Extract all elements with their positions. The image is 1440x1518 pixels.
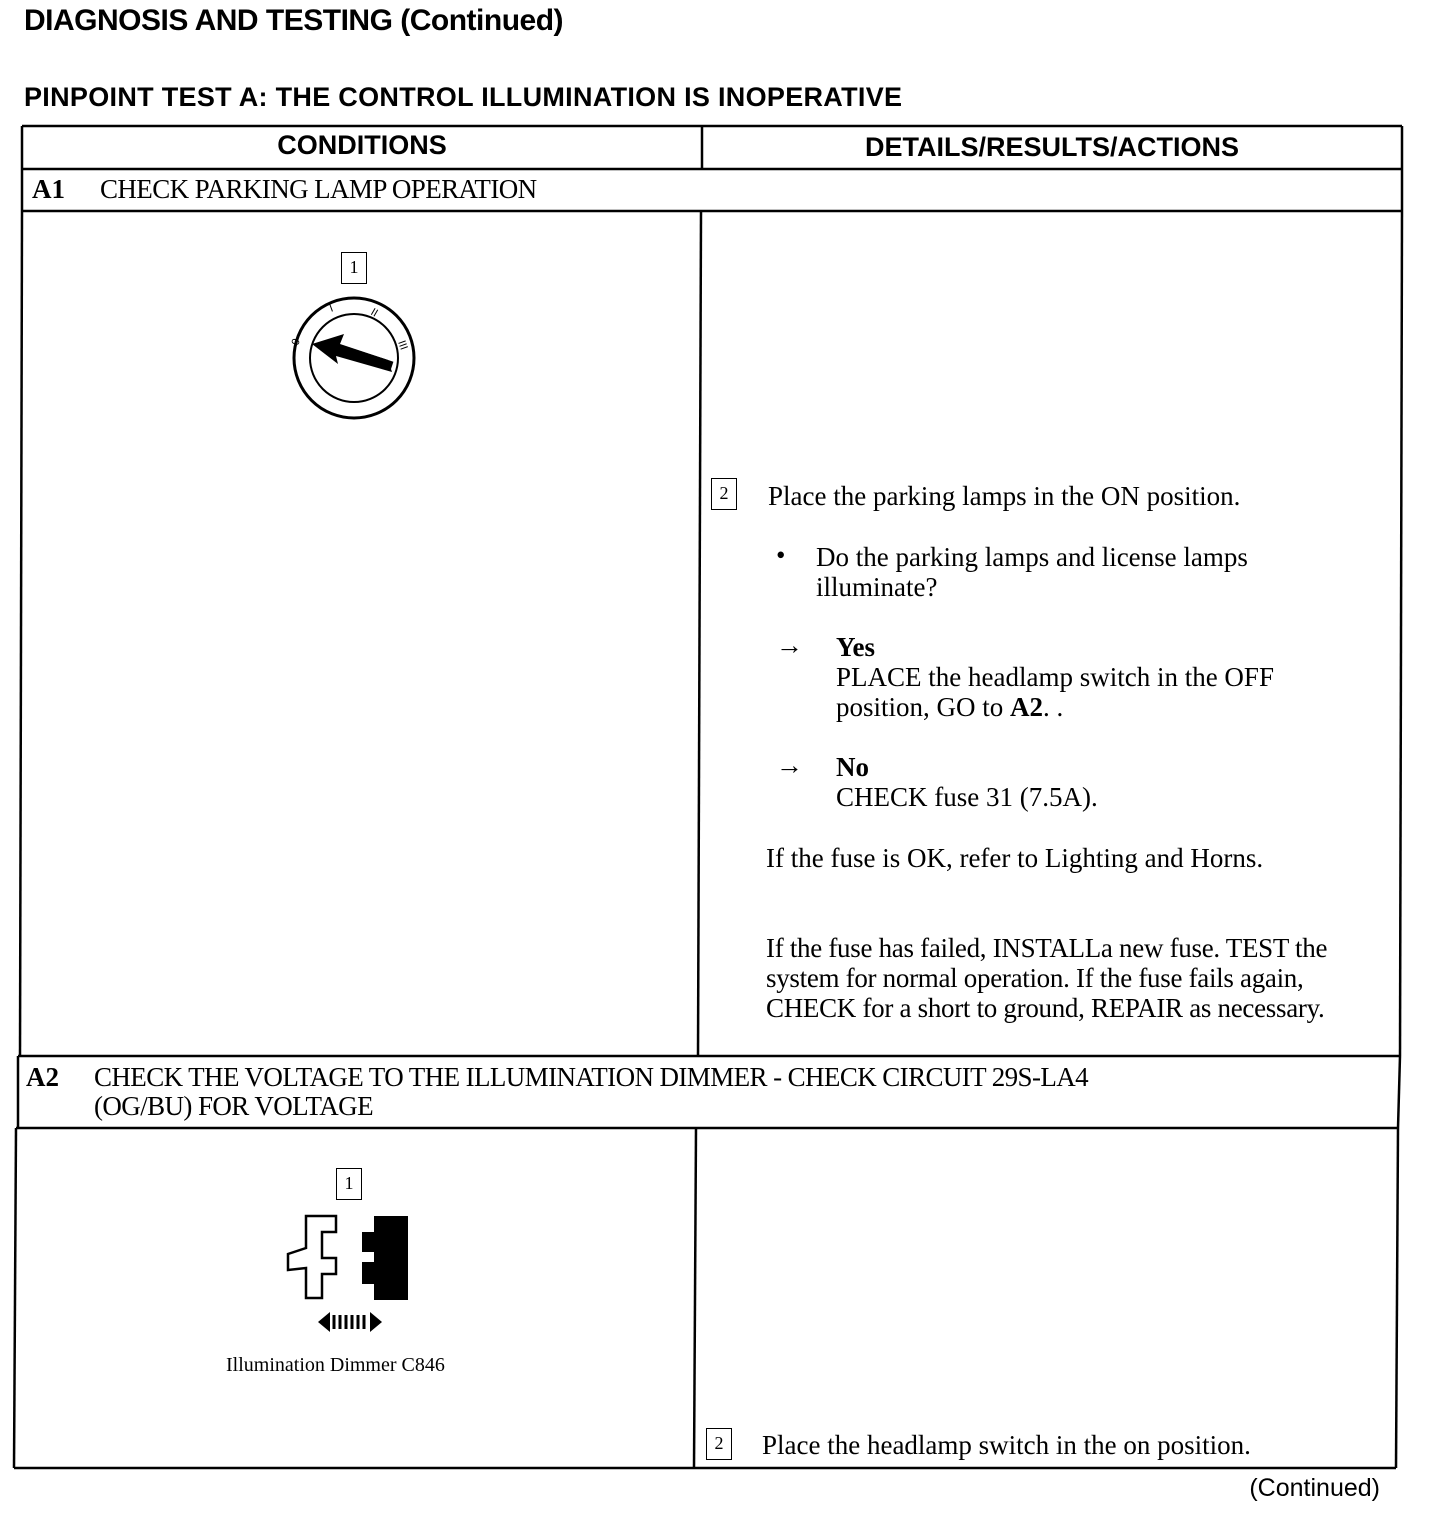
column-header-details: DETAILS/RESULTS/ACTIONS [864,132,1239,162]
pinpoint-test-title: PINPOINT TEST A: THE CONTROL ILLUMINATION IS INOPERATIVE [24,82,903,112]
dial-label-1: I [327,302,335,315]
figure-callout-1: 1 [336,1168,362,1200]
step-a2-id: A2 [26,1062,59,1092]
step-a2-title-line2: (OG/BU) FOR VOLTAGE [94,1091,373,1121]
step-a1-id: A1 [32,174,65,204]
dial-label-0: 0 [289,337,303,348]
arrow-right-icon: → [776,750,803,780]
column-header-conditions: CONDITIONS [277,130,447,160]
yes-label: Yes [836,632,875,662]
step-callout-2: 2 [711,478,737,510]
document-title: DIAGNOSIS AND TESTING (Continued) [24,4,564,37]
step-callout-2: 2 [706,1428,732,1460]
fuse-failed-text: If the fuse has failed, INSTALLa new fuse. TEST the system for normal operation. If the fuse fails again, CHECK for a short to ground, REPAIR as necessary. [766,933,1328,1023]
no-action: CHECK fuse 31 (7.5A). [836,782,1098,812]
step-a1-title: CHECK PARKING LAMP OPERATION [100,174,537,204]
figure-callout-1: 1 [341,252,367,284]
arrow-right-icon: → [776,630,803,660]
figure-caption: Illumination Dimmer C846 [226,1354,445,1376]
dial-label-3: III [395,338,410,352]
yes-action: PLACE the headlamp switch in the OFF position, GO to A2. . [836,662,1274,722]
dial-label-2: II [368,306,380,320]
step-a2-title-line1: CHECK THE VOLTAGE TO THE ILLUMINATION DIMMER - CHECK CIRCUIT 29S-LA4 [94,1062,1089,1092]
no-label: No [836,752,869,782]
continued-label: (Continued) [1249,1474,1380,1502]
a2-step-text: Place the headlamp switch in the on position. [762,1430,1251,1460]
bullet-icon: • [776,540,786,570]
yes-step-reference: A2 [1010,692,1044,722]
a1-question: Do the parking lamps and license lamps illuminate? [816,542,1248,602]
a1-step-text: Place the parking lamps in the ON position. [768,481,1241,511]
fuse-ok-text: If the fuse is OK, refer to Lighting and Horns. [766,843,1264,873]
